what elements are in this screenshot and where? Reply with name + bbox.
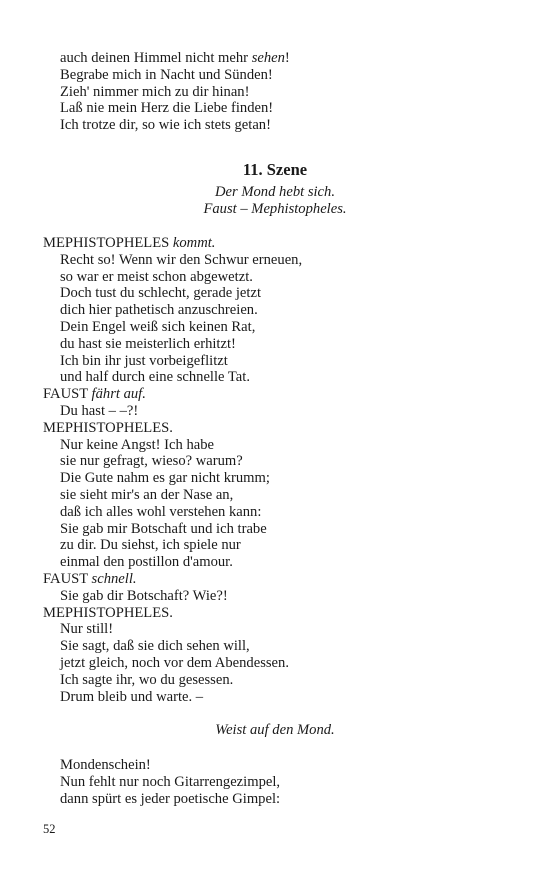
- verse-line: Begrabe mich in Nacht und Sünden!: [60, 66, 273, 83]
- verse-line: Recht so! Wenn wir den Schwur erneuen,: [60, 251, 303, 268]
- speaker-action: kommt.: [172, 235, 216, 251]
- verse-line: Sie gab dir Botschaft? Wie?!: [60, 587, 228, 604]
- verse-line: Drum bleib und warte. –: [60, 688, 204, 705]
- verse-line: du hast sie meisterlich erhitzt!: [60, 335, 236, 352]
- stage-direction: Weist auf den Mond.: [215, 722, 335, 738]
- verse-line: Nun fehlt nur noch Gitarrengezimpel,: [60, 773, 281, 790]
- speaker-name: MEPHISTOPHELES.: [43, 419, 173, 436]
- scene-directions: [0, 184, 550, 218]
- verse-line: dann spürt es jeder poetische Gimpel:: [60, 790, 281, 807]
- verse-line: Nur still!: [60, 621, 114, 638]
- verse-line: Ich bin ihr just vorbeigeflitzt: [60, 352, 228, 369]
- speaker-name: FAUST: [43, 386, 88, 403]
- verse-line: Die Gute nahm es gar nicht krumm;: [60, 470, 270, 487]
- speaker-action: schnell.: [91, 570, 137, 587]
- scene-heading: 11. Szene: [242, 160, 308, 179]
- verse-line: Ich sagte ihr, wo du gesessen.: [60, 671, 234, 688]
- opening-verse: [0, 50, 550, 134]
- speaker-line: [0, 235, 550, 252]
- stage-direction-block: [0, 722, 550, 739]
- verse-line: auch deinen Himmel nicht mehr sehen!: [60, 50, 290, 66]
- speaker-line: [0, 605, 550, 622]
- verse-line: jetzt gleich, noch vor dem Abendessen.: [60, 654, 289, 671]
- speaker-line: [0, 420, 550, 437]
- stage-direction: Der Mond hebt sich.: [215, 184, 335, 200]
- verse-line: Dein Engel weiß sich keinen Rat,: [60, 318, 256, 335]
- verse-line: daß ich alles wohl verstehen kann:: [60, 503, 262, 520]
- closing-verse: [0, 757, 550, 807]
- speaker-name: FAUST: [43, 570, 88, 587]
- verse-line: einmal den postillon d'amour.: [60, 554, 233, 571]
- verse-line: so war er meist schon abgewetzt.: [60, 268, 253, 285]
- verse-line: Du hast – –?!: [60, 402, 139, 419]
- verse-line: zu dir. Du siehst, ich spiele nur: [60, 537, 241, 554]
- verse-line: Laß nie mein Herz die Liebe finden!: [60, 100, 274, 117]
- speaker-action: fährt auf.: [91, 386, 146, 403]
- verse-line: Ich trotze dir, so wie ich stets getan!: [60, 117, 271, 134]
- verse-line: Mondenschein!: [60, 757, 151, 773]
- speaker-name: MEPHISTOPHELES.: [43, 604, 173, 621]
- verse-line: Zieh' nimmer mich zu dir hinan!: [60, 83, 250, 100]
- scene-header: [0, 160, 550, 180]
- verse-line: sie sieht mir's an der Nase an,: [60, 486, 234, 503]
- verse-line: Sie sagt, daß sie dich sehen will,: [60, 638, 250, 655]
- speaker-line: [0, 571, 550, 588]
- verse-line: sie nur gefragt, wieso? warum?: [60, 453, 243, 470]
- speaker-name: MEPHISTOPHELES: [43, 235, 170, 251]
- verse-line: Sie gab mir Botschaft und ich trabe: [60, 520, 267, 537]
- verse-line: Doch tust du schlecht, gerade jetzt: [60, 285, 261, 302]
- page-number: 52: [43, 822, 56, 836]
- dialogue: [0, 235, 550, 705]
- verse-line: dich hier pathetisch anzuschreien.: [60, 302, 258, 319]
- verse-line: Nur keine Angst! Ich habe: [60, 436, 214, 453]
- stage-direction: Faust – Mephistopheles.: [203, 200, 347, 217]
- verse-line: und half durch eine schnelle Tat.: [60, 369, 250, 386]
- speaker-line: [0, 386, 550, 403]
